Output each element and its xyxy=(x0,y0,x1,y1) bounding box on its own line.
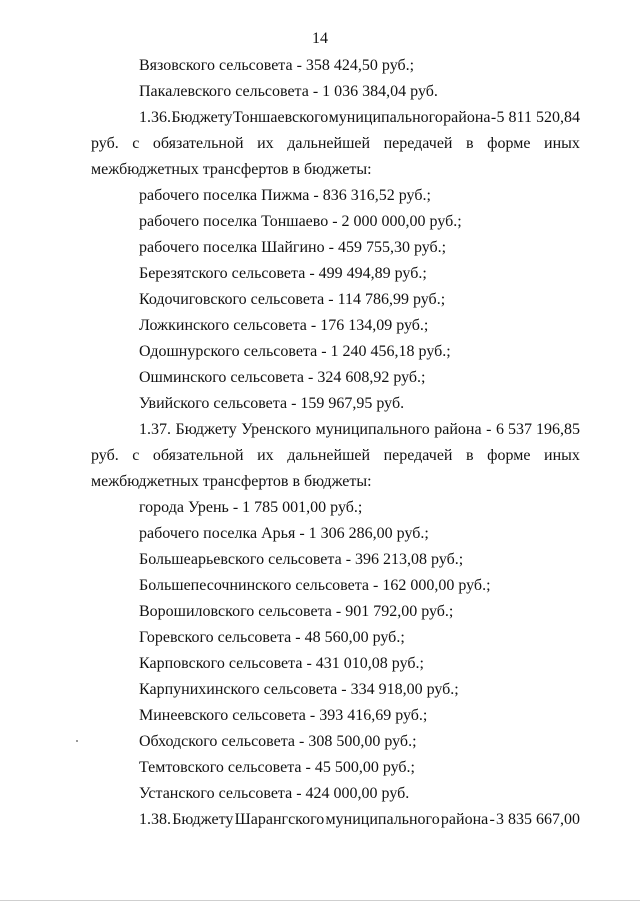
word: руб. xyxy=(91,447,119,464)
word: Бюджету xyxy=(171,109,233,126)
list-item: Кодочиговского сельсовета - 114 786,99 руб.; xyxy=(139,291,446,308)
word: - xyxy=(486,421,492,438)
page-number: 14 xyxy=(312,30,328,47)
word: - xyxy=(489,811,495,828)
list-item: Ложкинского сельсовета - 176 134,09 руб.; xyxy=(139,317,429,334)
word: руб. xyxy=(91,135,119,152)
list-item: Обходского сельсовета - 308 500,00 руб.; xyxy=(139,733,417,750)
list-item: Большеарьевского сельсовета - 396 213,08 руб.; xyxy=(139,551,464,568)
list-item: Карповского сельсовета - 431 010,08 руб.; xyxy=(139,655,424,672)
word: - xyxy=(490,109,497,126)
scan-speck xyxy=(76,740,78,742)
word: обязательной xyxy=(152,447,244,464)
word: их xyxy=(257,135,274,152)
word: муниципального xyxy=(328,109,443,126)
clause-number: 1.38. xyxy=(139,811,171,828)
word: форме xyxy=(487,135,531,152)
word: иных xyxy=(544,447,580,464)
list-item: Горевского сельсовета - 48 560,00 руб.; xyxy=(139,629,405,646)
text-line: Вязовского сельсовета - 358 424,50 руб.; xyxy=(139,57,415,74)
word: дальнейшей xyxy=(287,447,371,464)
clause-number: 1.37. xyxy=(139,421,171,438)
word: форме xyxy=(487,447,531,464)
paragraph-1-36-line-3: межбюджетных трансфертов в бюджеты: xyxy=(91,161,372,178)
word: Бюджету xyxy=(175,421,237,438)
page-bottom-edge xyxy=(0,900,640,901)
list-item: рабочего поселка Пижма - 836 316,52 руб.; xyxy=(139,187,431,204)
word: района xyxy=(443,109,491,126)
word: Тоншаевского xyxy=(232,109,329,126)
paragraph-1-37-line-2 xyxy=(91,446,580,466)
list-item: рабочего поселка Тоншаево - 2 000 000,00 руб.; xyxy=(139,213,462,230)
word: иных xyxy=(544,135,580,152)
paragraph-1-36-line-2 xyxy=(91,134,580,154)
list-item: Березятского сельсовета - 499 494,89 руб.; xyxy=(139,265,427,282)
paragraph-1-37-heading xyxy=(139,420,580,440)
paragraph-1-36-heading xyxy=(139,108,580,128)
paragraph-1-37-line-3: межбюджетных трансфертов в бюджеты: xyxy=(91,473,372,490)
word: их xyxy=(257,447,274,464)
list-item: Ворошиловского сельсовета - 901 792,00 руб.; xyxy=(139,603,454,620)
word: района xyxy=(434,421,482,438)
word: передачей xyxy=(383,447,453,464)
word: Бюджету xyxy=(172,811,234,828)
clause-number: 1.36. xyxy=(139,109,171,126)
list-item: Минеевского сельсовета - 393 416,69 руб.; xyxy=(139,707,428,724)
text-line: Пакалевского сельсовета - 1 036 384,04 руб. xyxy=(139,83,438,100)
word: в xyxy=(466,135,474,152)
word: дальнейшей xyxy=(287,135,371,152)
amount: 3 835 667,00 xyxy=(495,811,580,828)
word: передачей xyxy=(383,135,453,152)
paragraph-1-38-heading xyxy=(139,810,580,830)
word: Уренского xyxy=(241,421,312,438)
list-item: рабочего поселка Шайгино - 459 755,30 руб.; xyxy=(139,239,447,256)
word: района xyxy=(440,811,489,828)
list-item: города Урень - 1 785 001,00 руб.; xyxy=(139,499,363,516)
list-item: Увийского сельсовета - 159 967,95 руб. xyxy=(139,395,405,412)
word: Шарангского xyxy=(234,811,325,828)
list-item: Устанского сельсовета - 424 000,00 руб. xyxy=(139,785,410,802)
list-item: Карпунихинского сельсовета - 334 918,00 руб.; xyxy=(139,681,459,698)
list-item: Одошнурского сельсовета - 1 240 456,18 руб.; xyxy=(139,343,451,360)
amount: 5 811 520,84 xyxy=(496,109,580,126)
list-item: Темтовского сельсовета - 45 500,00 руб.; xyxy=(139,759,415,776)
amount: 6 537 196,85 xyxy=(495,421,580,438)
word: с xyxy=(132,447,140,464)
list-item: рабочего поселка Арья - 1 306 286,00 руб.; xyxy=(139,525,429,542)
word: муниципального xyxy=(315,421,430,438)
word: с xyxy=(132,135,140,152)
list-item: Ошминского сельсовета - 324 608,92 руб.; xyxy=(139,369,426,386)
list-item: Большепесочнинского сельсовета - 162 000,00 руб.; xyxy=(139,577,491,594)
word: муниципального xyxy=(325,811,440,828)
word: обязательной xyxy=(152,135,244,152)
word: в xyxy=(466,447,474,464)
